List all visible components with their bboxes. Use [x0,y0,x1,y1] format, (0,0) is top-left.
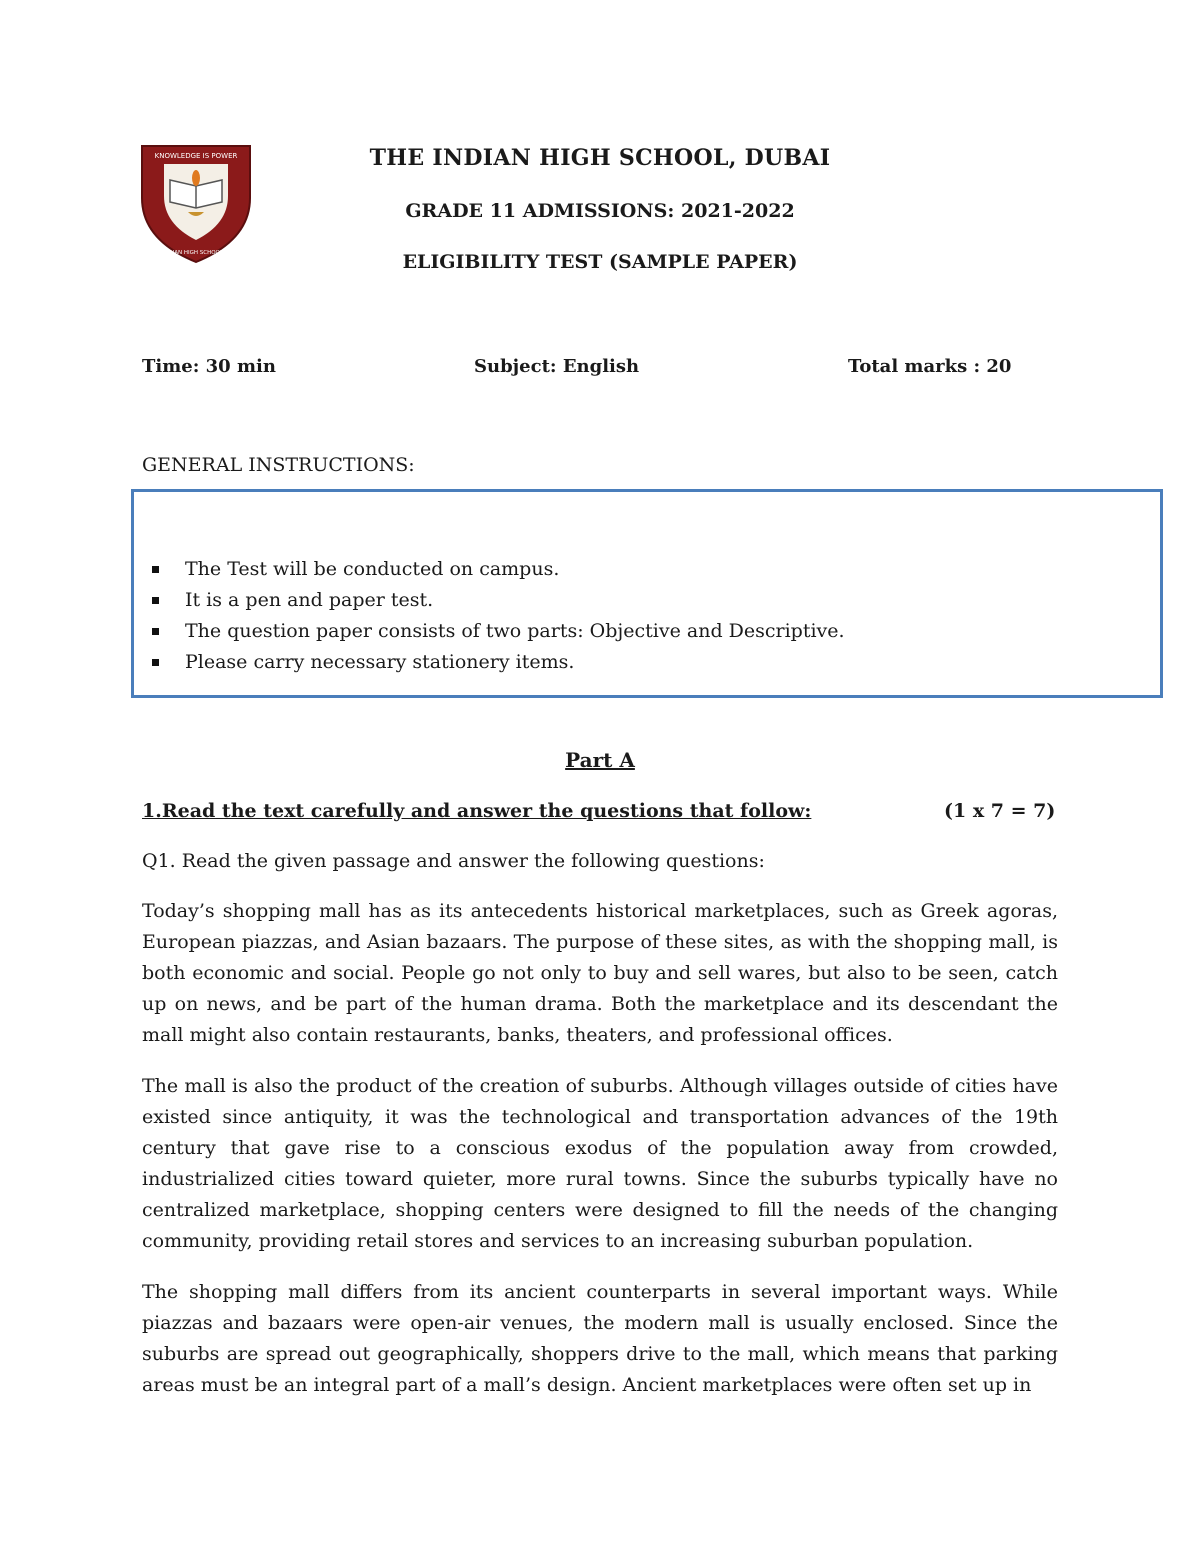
question-marks: (1 x 7 = 7) [944,800,1056,822]
instruction-text: The Test will be conducted on campus. [185,558,560,580]
square-bullet-icon [152,597,159,604]
instructions-list [148,554,845,678]
question-prompt: Q1. Read the given passage and answer the following questions: [142,850,765,872]
subject-label: Subject: English [474,356,640,377]
instruction-text: The question paper consists of two parts: Objective and Descriptive. [185,620,845,642]
instruction-text: Please carry necessary stationery items. [185,651,575,673]
passage-paragraph: The mall is also the product of the creation of suburbs. Although villages outside of cities have existed since antiquity, it was the technological and transportation advances of the 19th century that gave rise to a conscious exodus of the population away from crowded, industrialized cities toward quieter, more rural towns. Since the suburbs typically have no centralized marketplace, shopping centers were designed to fill the needs of the changing community, providing retail stores and services to an increasing suburban population. [142,1075,1058,1252]
admissions-title: GRADE 11 ADMISSIONS: 2021-2022 [405,200,795,222]
square-bullet-icon [152,659,159,666]
square-bullet-icon [152,628,159,635]
svg-text:KNOWLEDGE IS POWER: KNOWLEDGE IS POWER [154,152,238,160]
passage-paragraph: The shopping mall differs from its ancient counterparts in several important ways. While piazzas and bazaars were open-air venues, the modern mall is usually enclosed. Since the suburbs are spread out geographically, shoppers drive to the mall, which means that parking areas must be an integral part of a mall’s design. Ancient marketplaces were often set up in [142,1281,1058,1396]
general-instructions-heading: GENERAL INSTRUCTIONS: [142,454,415,476]
test-title: ELIGIBILITY TEST (SAMPLE PAPER) [402,251,798,273]
instruction-item [148,616,845,647]
instruction-text: It is a pen and paper test. [185,589,434,611]
time-label: Time: 30 min [142,356,276,377]
instruction-item [148,554,845,585]
instruction-item [148,585,845,616]
question-heading: 1.Read the text carefully and answer the questions that follow: [142,800,812,822]
square-bullet-icon [152,566,159,573]
total-marks-label: Total marks : 20 [848,356,1012,377]
instructions-box [131,489,1163,698]
instruction-item [148,647,845,678]
svg-text:THE INDIAN HIGH SCHOOL DUBAI: THE INDIAN HIGH SCHOOL DUBAI [149,250,243,256]
passage-paragraph: Today’s shopping mall has as its antecedents historical marketplaces, such as Greek agoras, European piazzas, and Asian bazaars. The purpose of these sites, as with the shopping mall, is both economic and social. People go not only to buy and sell wares, but also to be seen, catch up on news, and be part of the human drama. Both the marketplace and its descendant the mall might also contain restaurants, banks, theaters, and professional offices. [142,900,1058,1046]
part-a-title: Part A [565,748,635,772]
school-name: THE INDIAN HIGH SCHOOL, DUBAI [369,145,831,171]
